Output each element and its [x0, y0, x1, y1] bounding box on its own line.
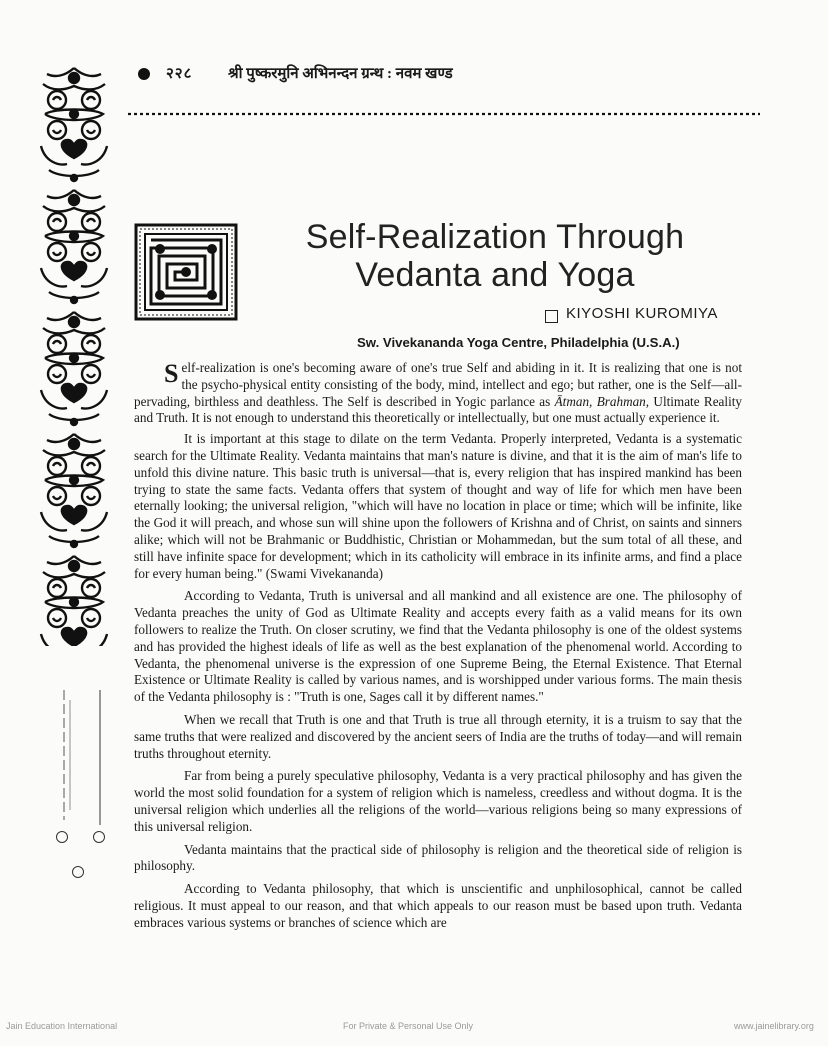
circle-mark: [93, 831, 105, 843]
paragraph: According to Vedanta philosophy, that which is unscientific and unphilosophical, cannot be called religious. It must appeal to our reason, and that which appeals to our reason must be based upon truth. Vedanta embraces various systems or branches of science which are: [134, 881, 742, 930]
floral-motif: [41, 434, 107, 547]
article-title: [240, 218, 750, 294]
footer-publisher: Jain Education International: [6, 1021, 118, 1031]
circle-mark: [72, 866, 84, 878]
paragraph-text: Ultimate Reality and Truth. It is not enough to understand this theoretically or intellectually, but one must actually experience it.: [134, 393, 742, 426]
drop-cap: S: [164, 359, 179, 388]
footer-website: www.jainelibrary.org: [734, 1021, 814, 1031]
sanskrit-terms: Ātman, Brahman,: [554, 393, 650, 409]
floral-motif: [41, 190, 107, 303]
paragraph: Far from being a purely speculative philosophy, Vedanta is a very practical philosophy and has given the world the most solid foundation for a system of religion which is nameless, creedless and without dogma. It is the universal religion which underlies all the religions of the world—various religions being so many expressions of this universal religion.: [134, 768, 742, 834]
floral-motif: [41, 556, 107, 646]
floral-motif: [41, 312, 107, 425]
floral-motif: [41, 68, 107, 181]
paragraph: [134, 360, 742, 427]
circle-mark: [56, 831, 68, 843]
maze-emblem: [134, 223, 238, 321]
title-line-1: Self-Realization Through: [305, 218, 685, 256]
dotted-rule: [128, 110, 760, 118]
title-line-2: Vedanta and Yoga: [355, 256, 635, 294]
footer-usage-note: For Private & Personal Use Only: [343, 1021, 474, 1031]
paragraph: According to Vedanta, Truth is universal and all mankind and all existence are one. The philosophy of Vedanta preaches the unity of God as Ultimate Reality and accepts every faith as a valid means for its own followers to realize the Truth. On closer scrutiny, we find that the Vedanta philosophy is one of the oldest systems and has provided the highest ideals of life as well as the best explanation of the phenomenal world. According to Vedanta, the phenomenal universe is the expression of one Supreme Being, the Eternal Existence. That Eternal Existence or Ultimate Reality is called by various names, and is worshipped under various forms. The main thesis of the Vedanta philosophy is : "Truth is one, Sages call it by different names.": [134, 588, 742, 705]
paragraph: It is important at this stage to dilate on the term Vedanta. Properly interpreted, Vedanta is a systematic search for the Ultimate Reality. Vedanta maintains that man's nature is divine, and that it is the aim of man's life to unfold this divine nature. This basic truth is universal—that is, every religion that has inspired mankind has been trying to state the same facts. Vedanta offers that system of thought and way of life for which men have been eternally looking; the universal religion, "which will have no location in place or time; which will be infinite, like the God it will preach, and whose sun will shine upon the followers of Krishna and of Christ, on saints and sinners alike; which will not be Brahmanic or Buddhistic, Christian or Mohammedan, but the sum total of all these, and still have infinite space for development; which in its catholicity will embrace in its infinite arms, and find a place for every human being." (Swami Vivekananda): [134, 431, 742, 581]
page-number: २२८: [166, 66, 193, 82]
author-box-icon: [545, 310, 558, 323]
book-title: श्री पुष्करमुनि अभिनन्दन ग्रन्थ : नवम खण्ड: [228, 66, 453, 82]
paragraph: Vedanta maintains that the practical side of philosophy is religion and the theoretical side of religion is philosophy.: [134, 841, 742, 874]
author-affiliation: Sw. Vivekananda Yoga Centre, Philadelphia (U.S.A.): [357, 335, 680, 350]
author-name: KIYOSHI KUROMIYA: [566, 305, 718, 322]
paragraph-text: elf-realization is one's becoming aware of one's true Self and abiding in it. It is realizing that one is not the psycho-physical entity consisting of the body, mind, intellect and ego; but rather, one is the Self—all-pervading, birthless and deathless. The Self is described in Yogic parlance as: [134, 360, 742, 409]
ornamental-border: [35, 66, 113, 646]
side-rules: [36, 690, 116, 830]
article-body: [134, 360, 742, 938]
header-bullet: [138, 68, 150, 80]
paragraph: When we recall that Truth is one and that Truth is true all through eternity, it is a truism to say that the same truths that were realized and discovered by the ancient seers of India are the truths of today—and will remain truths throughout eternity.: [134, 711, 742, 761]
